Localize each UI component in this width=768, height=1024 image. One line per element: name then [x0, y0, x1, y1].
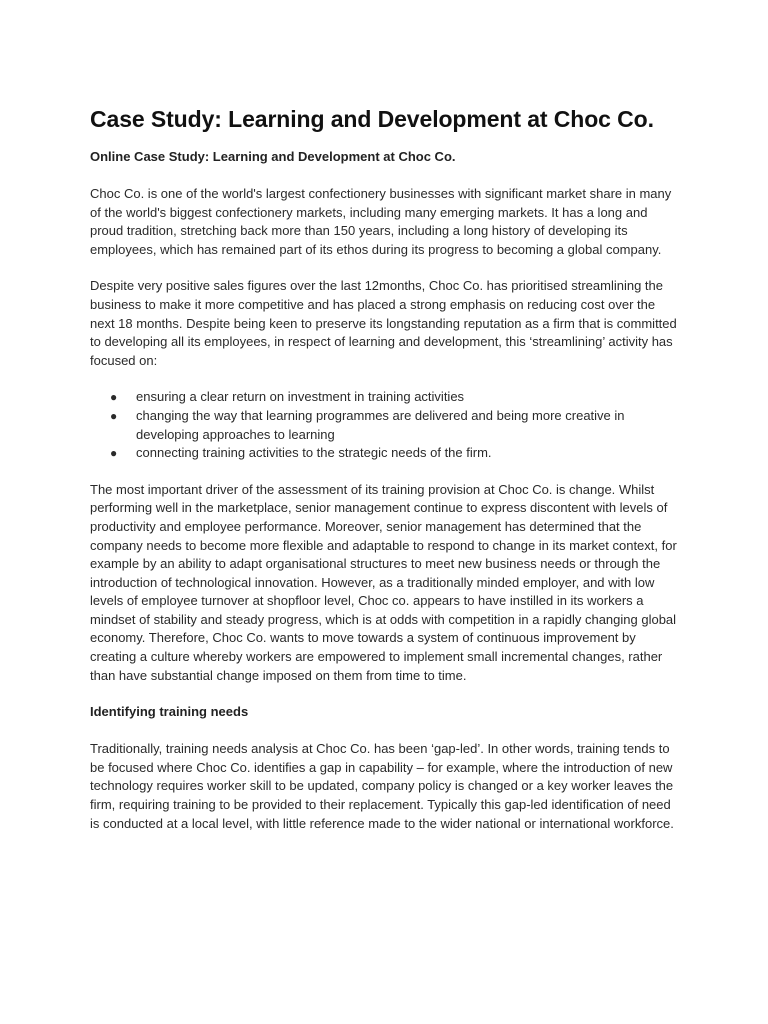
paragraph-intro: Choc Co. is one of the world's largest confectionery businesses with significant market share in many of the world's biggest confectionery markets, including many emerging markets. It has a long and proud tradition, stretching back more than 150 years, including a long history of developing its employees, which has remained part of its ethos during its progress to becoming a global company.	[90, 186, 672, 257]
bullet-icon: ●	[110, 408, 118, 423]
list-item	[90, 407, 680, 444]
document-subtitle: Online Case Study: Learning and Development at Choc Co.	[90, 149, 456, 164]
paragraph-change-driver: The most important driver of the assessment of its training provision at Choc Co. is change. Whilst performing well in the marketplace, senior management continue to express discontent with levels of productivity and employee performance. Moreover, senior management has determined that the company needs to become more flexible and adaptable to respond to change in its market context, for example by an ability to adapt organisational structures to meet new business needs or through the introduction of technological innovation. However, as a traditionally minded employer, and with low levels of employee turnover at shopfloor level, Choc co. appears to have instilled in its workers a mindset of stability and steady progress, which is at odds with competition in a rapidly changing global economy. Therefore, Choc Co. wants to move towards a system of continuous improvement by creating a culture whereby workers are empowered to implement small incremental changes, rather than have substantial change imposed on them from time to time.	[90, 481, 677, 683]
list-item-text: connecting training activities to the strategic needs of the firm.	[136, 445, 492, 461]
document-title: Case Study: Learning and Development at Choc Co.	[90, 106, 654, 132]
list-item-text: ensuring a clear return on investment in training activities	[136, 389, 465, 405]
list-item-text: changing the way that learning programmes are delivered and being more creative in developing approaches to learning	[136, 407, 625, 442]
bullet-icon: ●	[110, 446, 118, 461]
list-item	[90, 444, 680, 463]
list-item	[90, 388, 680, 407]
focus-bullet-list	[90, 388, 680, 462]
paragraph-streamlining: Despite very positive sales figures over the last 12months, Choc Co. has prioritised streamlining the business to make it more competitive and has placed a strong emphasis on reducing cost over the next 18 months. Despite being keen to preserve its longstanding reputation as a firm that is committed to developing all its employees, in respect of learning and development, this ‘streamlining’ activity has focused on:	[90, 278, 677, 368]
bullet-icon: ●	[110, 390, 118, 405]
paragraph-training-needs: Traditionally, training needs analysis at Choc Co. has been ‘gap-led’. In other words, training tends to be focused where Choc Co. identifies a gap in capability – for example, where the introduction of new technology requires worker skill to be updated, company policy is changed or a key worker leaves the firm, requiring training to be provided to their replacement. Typically this gap-led identification of need is conducted at a local level, with little reference made to the wider national or international workforce.	[90, 741, 674, 831]
section-heading: Identifying training needs	[90, 704, 249, 720]
document-page	[90, 104, 680, 851]
